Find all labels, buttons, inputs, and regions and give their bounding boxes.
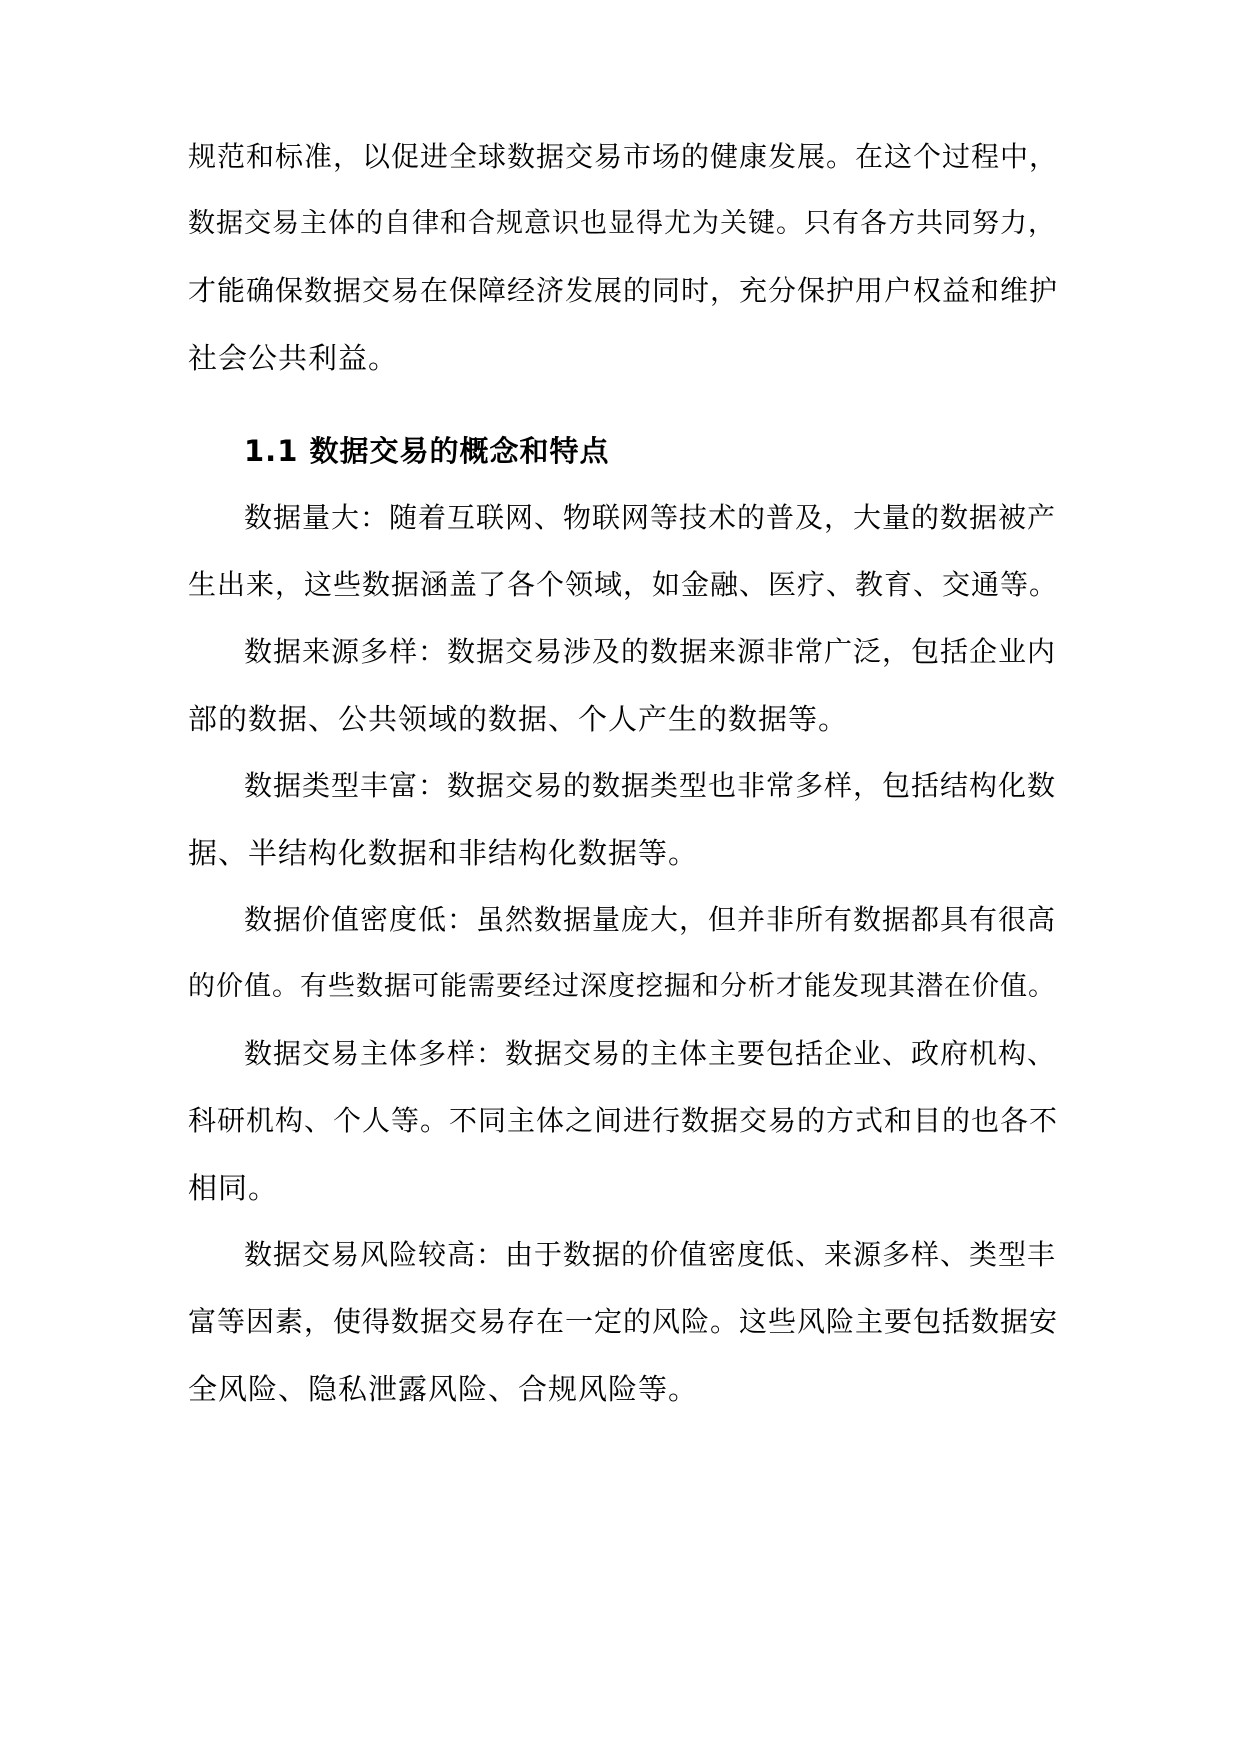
paragraph-line: 数据类型丰富：数据交易的数据类型也非常多样，包括结构化数 [244,769,1057,802]
paragraph-line: 部的数据、公共领域的数据、个人产生的数据等。 [188,702,849,736]
paragraph-line: 全风险、隐私泄露风险、合规风险等。 [188,1372,699,1406]
intro-line-4: 社会公共利益。 [188,341,399,375]
paragraph-line: 数据交易主体多样：数据交易的主体主要包括企业、政府机构、 [244,1037,1057,1070]
paragraph-line: 相同。 [188,1171,279,1205]
paragraph-line: 数据来源多样：数据交易涉及的数据来源非常广泛，包括企业内 [244,635,1057,668]
paragraph-line: 数据价值密度低：虽然数据量庞大，但并非所有数据都具有很高 [244,903,1057,936]
paragraph-line: 科研机构、个人等。不同主体之间进行数据交易的方式和目的也各不 [188,1104,1059,1137]
intro-line-1: 规范和标准，以促进全球数据交易市场的健康发展。在这个过程中， [188,140,1059,173]
intro-line-2: 数据交易主体的自律和合规意识也显得尤为关键。只有各方共同努力， [188,208,1056,239]
section-heading: 1.1 数据交易的概念和特点 [244,434,610,468]
paragraph-line: 数据量大：随着互联网、物联网等技术的普及，大量的数据被产 [244,501,1057,534]
intro-line-3: 才能确保数据交易在保障经济发展的同时，充分保护用户权益和维护 [188,274,1059,307]
paragraph-line: 的价值。有些数据可能需要经过深度挖掘和分析才能发现其潜在价值。 [188,971,1056,1002]
paragraph-line: 数据交易风险较高：由于数据的价值密度低、来源多样、类型丰 [244,1238,1057,1271]
paragraph-line: 生出来，这些数据涵盖了各个领域，如金融、医疗、教育、交通等。 [188,568,1059,601]
paragraph-line: 据、半结构化数据和非结构化数据等。 [188,836,699,870]
paragraph-line: 富等因素，使得数据交易存在一定的风险。这些风险主要包括数据安 [188,1305,1059,1338]
